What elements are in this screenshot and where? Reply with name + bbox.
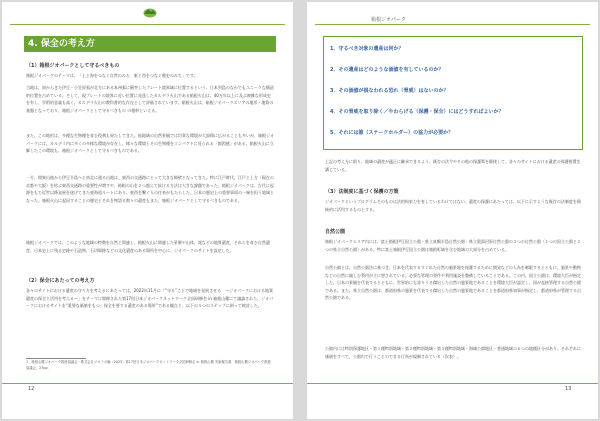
five-steps-box bbox=[323, 36, 583, 150]
paragraph-plate: 当地は、南からきた伊豆・小笠原弧が北方にある本州弧に衝突したプレート境界域に位置するという、日本列島のなかでもユニークな構造的位置を占めている。そして、現プレートの境界に近い位置に発達したカルデラ火山である箱根火山は、40万年以上に及ぶ複雑な形成史を有し、学術的意義も高く、カルデラ火山の教科書的な存在として評価されています。箱根火山は、箱根ジオパークエリアの地形・地質の基盤となっており、箱根ジオパークとして守るべきもの の根幹といえる。 bbox=[26, 85, 274, 113]
footnote: 1 箱根山麓ジオパーク推進協議会・株式会社ジオラボ編（2023）第17回日本ジオパークネットワーク全国研修会 in 箱根山麓 実施報告書．箱根山麓ジオパーク推進協議会，27pp． bbox=[26, 360, 271, 370]
step-1: 1．守るべき対象の遺産は何か？ bbox=[330, 46, 404, 52]
paragraph-zones: 公園内には特別保護地区・第１種特別地域・第２種特別地域・第３種特別地域・海域公園地区・普通地域の６つの地種区分があり、それぞれに価値をすべて、公園内で行うことのできる行為が規制されている（次表）。 bbox=[325, 346, 581, 359]
step-2: 2．その遺産はどのような価値を有しているのか？ bbox=[330, 67, 444, 73]
paragraph-legal: ジオパークというプログラムそのものは法的拘束力を有しているわけではない、遺産の保護にあたっては、以下に示すような既存の法制度を積極的に活用するものとする。 bbox=[325, 199, 581, 212]
step-3: 3．その価値が損なわれる恐れ（脅威）はないのか？ bbox=[330, 88, 449, 94]
paragraph-park-law: 自然公園とは、自然公園法に基づき、日本を代表するすぐれた自然の風景地を保護するために開発などの人為を制限するとともに、風景や動物などの自然に親しむ利用が主に想されている。必要な管理の要件や利用施設を整備していることである。この内、国立公園は、環境大臣が指定した、日本の景観を代表するとともに、世界的にも誇りうる傑出した自然の風景地であることを環境大臣が認定し、国が直接管理する自然公園である。また、県立自然公園は、都道府県の風景を代表する傑出した自然の風景地であることを都道府県知事が指定し、都道府県が管理する自然公園である。 bbox=[325, 265, 581, 301]
subheading-legal: （3）法制度に基づく保護の方策 bbox=[325, 189, 399, 195]
header-rule bbox=[315, 24, 590, 25]
paragraph-environment: また、この地形は、多種な生物種を育む役割も果たしてきた。他地域の自然景観では均質な環境が大面積に広がることも多いが、箱根ジオパークには、カルデラ内に多くの多様な環境が存在し、様々な環境とその生物種をコンパクトに見られる「縮図感」がある。箱根火山に立脚したこの環境も、箱根ジオパークとして守るべきものである。 bbox=[26, 133, 274, 154]
footnote-rule bbox=[26, 358, 86, 359]
paragraph-history: 一方、関東山地から伊豆半島へと南北に通る山地は、東西の交通路にとって大きな障壁となってきた。特に江戸時代、江戸と上方（現在の京都や大阪）を結ぶ東西交通路の重要性が増すや、箱根の山を２つ越えて抜ける方法は大きな課題であった。箱根ジオパークは、古代に起源をもち近世以降発展を遂げてきた東海道ルートにあり、東西を繋ぐ人の往来がもたらした、日本の歴史上の重要事項の一端を担う地域となった。箱根火山に起因することの歴史とそれを物語る数々の遺産もまた、箱根ジオパークとして守るべきものである。 bbox=[26, 175, 274, 203]
section-title: 4. 保全の考え方 bbox=[24, 36, 276, 52]
header-rule bbox=[10, 24, 285, 25]
footer-rule bbox=[2, 383, 293, 384]
paragraph-sites: 箱根ジオパークでは、このような地域の特徴を自然と関連し、箱根火山に関連した景勝や山体、滝などの地質遺産、それらを育む自然遺産、日本史上に残る史跡や石造物、石切場跡などの文化遺産のある場所を中心に、ジオパークのサイトを設定した。 bbox=[26, 240, 270, 253]
paragraph-theme: 箱根ジオパークのテーマは、「土と海をつなぐ自然のみち 東と西をつなぐ歴史のみち」です。 bbox=[26, 73, 198, 78]
heading-natural-park: 自然公園 bbox=[325, 229, 346, 235]
left-page bbox=[2, 2, 293, 419]
subheading-what-to-protect: （1）箱根ジオパークとして守るべきもの bbox=[26, 63, 120, 69]
paragraph-measures: 上記の考え方に則り、地域の遺産が適正に継承できるよう、既存の法令やその他の保護策を駆使して、各々のサイトにおける遺産の保護措置を講じている。 bbox=[325, 159, 581, 172]
step-5: 5．それには誰（ステークホルダー）の協力が必要か？ bbox=[330, 130, 454, 136]
subheading-approach: （2）保全にあたっての考え方 bbox=[26, 278, 95, 284]
page-number-right: 13 bbox=[565, 386, 572, 392]
geopark-logo-icon bbox=[143, 6, 157, 18]
paragraph-approach: 各々のサイトにおける遺産の守り方を考えるにあたっては、2022年11月に「“守る”ことで地域を発展させる 〜ジオパークにおける地質遺産の保全と活用を考える〜」をテーマに開催された第17回日本ジオパークネットワーク全国研修会 in 箱根山麓にて議論された、ジオパークにおけるサイトを“重要な価値をもつ」保全を要する遺産のある場所”である観点と、以下の５つのステップに則って検討した。 bbox=[26, 288, 274, 309]
page-number-left: 12 bbox=[28, 386, 35, 392]
step-4: 4．その脅威を取り除く／やわらげる（保護・保全）にはどうすればよいか？ bbox=[330, 109, 504, 115]
paragraph-parks: 箱根ジオパークエリア内には、富士箱根伊豆国立公園・県立真鶴半島自然公園・県立奥湯河原自然公園の３つの自然公園（１つの国立公園と２つの県立自然公園）がある。特に富士箱根伊豆国立公園は箱根町域を含む地域の大部分を占めている。 bbox=[325, 239, 581, 252]
running-header: 箱根ジオパーク bbox=[371, 17, 406, 23]
footer-rule bbox=[307, 383, 598, 384]
right-page bbox=[307, 2, 598, 419]
